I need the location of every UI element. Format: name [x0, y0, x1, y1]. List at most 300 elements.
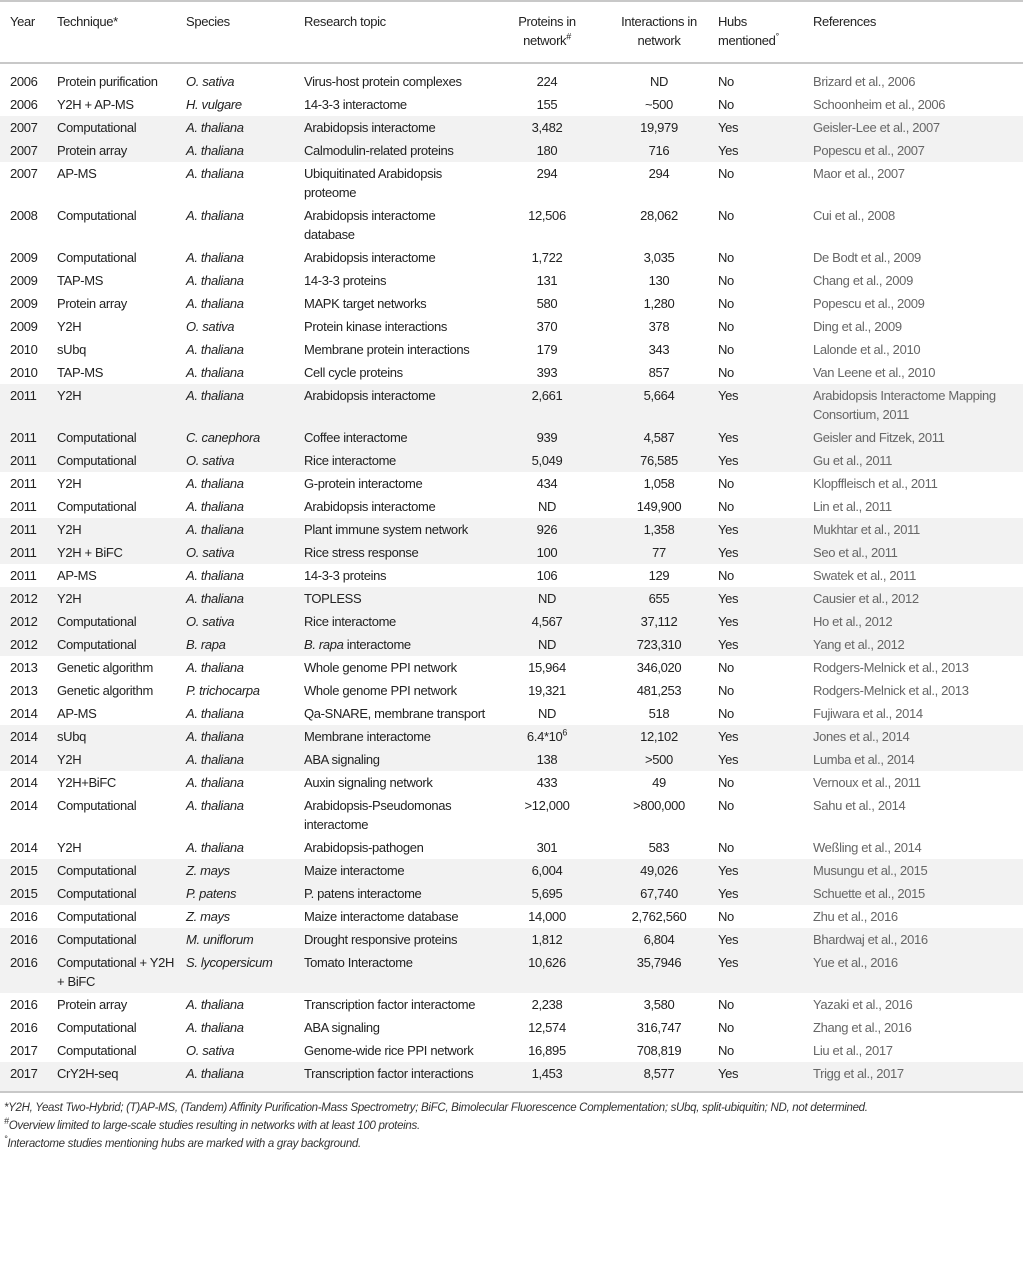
cell-technique: Protein array — [54, 139, 183, 162]
cell-proteins — [491, 859, 603, 882]
cell-interactions: 76,585 — [603, 449, 715, 472]
cell-proteins — [491, 338, 603, 361]
cell-technique: Computational + Y2H + BiFC — [54, 951, 183, 993]
cell-topic: Plant immune system network — [301, 518, 491, 541]
cell-year: 2016 — [10, 909, 38, 924]
cell-species: O. sativa — [186, 319, 235, 334]
header-technique: Technique* — [57, 14, 118, 29]
cell-reference: Geisler-Lee et al., 2007 — [810, 116, 1023, 139]
cell-proteins — [491, 656, 603, 679]
cell-topic: Cell cycle proteins — [304, 365, 403, 380]
cell-hubs: No — [718, 997, 734, 1012]
cell-topic: 14-3-3 interactome — [304, 97, 407, 112]
cell-technique: Computational — [54, 928, 183, 951]
cell-interactions: ND — [649, 74, 669, 89]
cell-species: A. thaliana — [186, 365, 244, 380]
cell-proteins-value: 393 — [536, 365, 558, 380]
cell-technique: Protein purification — [57, 74, 158, 89]
cell-reference: Schoonheim et al., 2006 — [813, 97, 946, 112]
cell-technique: Y2H — [57, 319, 82, 334]
cell-proteins-value: 2,661 — [531, 388, 563, 403]
cell-proteins-value: 106 — [536, 568, 558, 583]
cell-topic: Ubiquitinated Arabidopsis proteome — [304, 166, 442, 200]
cell-interactions: >500 — [603, 748, 715, 771]
cell-proteins-value: 14,000 — [528, 909, 566, 924]
cell-hubs: No — [718, 319, 734, 334]
cell-hubs: Yes — [715, 748, 810, 771]
cell-hubs: Yes — [715, 725, 810, 748]
table-header-row — [0, 1, 1023, 63]
cell-species: O. sativa — [183, 610, 301, 633]
cell-reference: Brizard et al., 2006 — [813, 74, 916, 89]
cell-topic: Arabidopsis interactome — [301, 116, 491, 139]
cell-hubs: Yes — [715, 384, 810, 426]
cell-proteins — [491, 771, 603, 794]
cell-topic: TOPLESS — [301, 587, 491, 610]
cell-year: 2010 — [10, 365, 38, 380]
cell-reference: Yazaki et al., 2016 — [813, 997, 913, 1012]
cell-species: A. thaliana — [183, 748, 301, 771]
cell-proteins-value: ND — [537, 499, 557, 514]
cell-hubs: Yes — [715, 882, 810, 905]
cell-proteins — [491, 794, 603, 836]
cell-reference: Swatek et al., 2011 — [813, 568, 916, 583]
cell-topic: G-protein interactome — [304, 476, 423, 491]
cell-technique: Y2H — [54, 518, 183, 541]
cell-proteins — [491, 93, 603, 116]
cell-proteins-value: 5,695 — [531, 886, 563, 901]
cell-interactions: 518 — [648, 706, 670, 721]
cell-hubs: No — [718, 499, 734, 514]
cell-proteins-value: 434 — [536, 476, 558, 491]
header-hubs — [715, 1, 810, 63]
cell-topic: 14-3-3 proteins — [304, 273, 387, 288]
cell-reference: Sahu et al., 2014 — [813, 798, 906, 813]
cell-year: 2016 — [0, 928, 54, 951]
cell-species: A. thaliana — [186, 840, 244, 855]
cell-hubs: No — [718, 208, 734, 223]
cell-hubs: Yes — [715, 587, 810, 610]
cell-hubs: No — [718, 273, 734, 288]
header-references: References — [813, 14, 876, 29]
cell-technique: TAP-MS — [57, 365, 104, 380]
cell-reference: Lalonde et al., 2010 — [813, 342, 921, 357]
header-topic: Research topic — [304, 14, 386, 29]
cell-reference: Jones et al., 2014 — [810, 725, 1023, 748]
table-body — [0, 63, 1023, 1091]
table-row — [0, 951, 1023, 993]
cell-interactions: 857 — [648, 365, 670, 380]
cell-interactions: 3,580 — [643, 997, 675, 1012]
cell-reference: Vernoux et al., 2011 — [813, 775, 921, 790]
cell-year: 2014 — [10, 840, 38, 855]
cell-proteins-value: 100 — [536, 545, 558, 560]
table-row — [0, 928, 1023, 951]
cell-year: 2011 — [0, 449, 54, 472]
cell-species: A. thaliana — [183, 1062, 301, 1091]
cell-technique: sUbq — [54, 725, 183, 748]
cell-year: 2011 — [0, 518, 54, 541]
header-year: Year — [10, 14, 35, 29]
cell-interactions: 346,020 — [636, 660, 682, 675]
cell-proteins-value: 370 — [536, 319, 558, 334]
cell-proteins-value: 1,453 — [531, 1066, 563, 1081]
cell-species: A. thaliana — [186, 775, 244, 790]
table-row — [0, 338, 1023, 361]
cell-interactions: 723,310 — [603, 633, 715, 656]
cell-interactions: 716 — [603, 139, 715, 162]
cell-technique: Y2H — [57, 476, 82, 491]
cell-reference: Yang et al., 2012 — [810, 633, 1023, 656]
cell-reference: Causier et al., 2012 — [810, 587, 1023, 610]
table-row — [0, 882, 1023, 905]
cell-year: 2017 — [10, 1043, 38, 1058]
cell-proteins-value: 10,626 — [528, 955, 566, 970]
cell-hubs: Yes — [715, 928, 810, 951]
cell-proteins — [491, 518, 603, 541]
cell-proteins-value: 2,238 — [531, 997, 563, 1012]
cell-interactions: 49,026 — [603, 859, 715, 882]
cell-year: 2011 — [0, 384, 54, 426]
cell-reference: Seo et al., 2011 — [810, 541, 1023, 564]
cell-year: 2014 — [0, 748, 54, 771]
cell-year: 2011 — [0, 426, 54, 449]
cell-year: 2011 — [10, 499, 37, 514]
cell-hubs: No — [718, 683, 734, 698]
cell-proteins-value: 12,574 — [528, 1020, 566, 1035]
cell-hubs: Yes — [715, 139, 810, 162]
cell-proteins — [491, 564, 603, 587]
header-species: Species — [186, 14, 230, 29]
cell-proteins — [491, 610, 603, 633]
cell-year: 2013 — [10, 660, 38, 675]
cell-interactions: 481,253 — [636, 683, 682, 698]
cell-technique: Computational — [57, 1020, 137, 1035]
cell-interactions: 2,762,560 — [631, 909, 687, 924]
cell-technique: Computational — [54, 449, 183, 472]
cell-topic — [301, 633, 491, 656]
cell-topic: Membrane interactome — [301, 725, 491, 748]
cell-technique: AP-MS — [57, 166, 97, 181]
cell-hubs: No — [718, 568, 734, 583]
cell-topic: Arabidopsis interactome — [301, 384, 491, 426]
cell-reference: Weßling et al., 2014 — [813, 840, 922, 855]
table-row — [0, 794, 1023, 836]
cell-proteins — [491, 292, 603, 315]
cell-interactions: 129 — [648, 568, 670, 583]
cell-interactions: 5,664 — [603, 384, 715, 426]
cell-reference: Rodgers-Melnick et al., 2013 — [813, 683, 969, 698]
cell-topic-species: B. rapa — [304, 637, 344, 652]
cell-topic: Protein kinase interactions — [304, 319, 448, 334]
cell-hubs: Yes — [715, 426, 810, 449]
cell-species: A. thaliana — [186, 208, 244, 223]
cell-topic: ABA signaling — [301, 748, 491, 771]
cell-species: P. trichocarpa — [186, 683, 260, 698]
cell-hubs: No — [718, 296, 734, 311]
cell-technique: Computational — [57, 208, 137, 223]
cell-technique: Y2H + AP-MS — [57, 97, 134, 112]
cell-technique: Y2H — [54, 384, 183, 426]
table-row — [0, 905, 1023, 928]
cell-topic: Membrane protein interactions — [304, 342, 470, 357]
cell-proteins — [491, 269, 603, 292]
cell-hubs: No — [718, 166, 734, 181]
cell-proteins-value: 580 — [536, 296, 558, 311]
cell-topic: Virus-host protein complexes — [304, 74, 462, 89]
cell-proteins — [491, 587, 603, 610]
cell-proteins-value: 179 — [536, 342, 558, 357]
cell-reference: Popescu et al., 2009 — [813, 296, 925, 311]
cell-reference: Yue et al., 2016 — [810, 951, 1023, 993]
cell-interactions: 708,819 — [636, 1043, 682, 1058]
cell-topic: Maize interactome database — [304, 909, 459, 924]
footnote-hubs — [4, 1135, 1019, 1153]
cell-proteins-value: 131 — [536, 273, 558, 288]
cell-species: Z. mays — [183, 859, 301, 882]
cell-year: 2015 — [0, 859, 54, 882]
cell-proteins-value: 3,482 — [531, 120, 563, 135]
cell-species: A. thaliana — [183, 725, 301, 748]
cell-proteins-value: 301 — [536, 840, 558, 855]
cell-topic: Auxin signaling network — [304, 775, 433, 790]
cell-species: P. patens — [183, 882, 301, 905]
cell-species: A. thaliana — [186, 296, 244, 311]
cell-technique: Computational — [57, 499, 137, 514]
cell-proteins-value: 294 — [536, 166, 558, 181]
cell-proteins-value: 224 — [536, 74, 558, 89]
cell-proteins — [491, 116, 603, 139]
cell-species: A. thaliana — [186, 342, 244, 357]
cell-species: C. canephora — [183, 426, 301, 449]
cell-reference: Gu et al., 2011 — [810, 449, 1023, 472]
cell-species: O. sativa — [186, 1043, 235, 1058]
table-row — [0, 204, 1023, 246]
table-row — [0, 859, 1023, 882]
cell-proteins — [491, 541, 603, 564]
cell-technique: Protein array — [57, 997, 127, 1012]
cell-interactions: 49 — [652, 775, 666, 790]
cell-reference: Musungu et al., 2015 — [810, 859, 1023, 882]
cell-year: 2012 — [0, 587, 54, 610]
cell-topic: Maize interactome — [301, 859, 491, 882]
cell-proteins-exponent: 6 — [562, 727, 568, 738]
table-row — [0, 564, 1023, 587]
cell-year: 2014 — [10, 706, 38, 721]
cell-technique: Computational — [54, 426, 183, 449]
footnote-proteins-text: Overview limited to large-scale studies resulting in networks with at least 100 proteins. — [8, 1120, 420, 1132]
cell-proteins-value: ND — [537, 706, 557, 721]
cell-topic-rest: interactome — [343, 637, 411, 652]
cell-hubs: Yes — [715, 610, 810, 633]
cell-technique: Computational — [57, 909, 137, 924]
cell-technique: Computational — [54, 882, 183, 905]
cell-year: 2011 — [10, 476, 37, 491]
cell-technique: Computational — [54, 116, 183, 139]
cell-species: A. thaliana — [186, 997, 244, 1012]
cell-hubs: Yes — [715, 518, 810, 541]
cell-interactions: 8,577 — [603, 1062, 715, 1091]
cell-year: 2009 — [10, 273, 38, 288]
cell-interactions: 28,062 — [640, 208, 678, 223]
footnote-hubs-mark: ° — [4, 1134, 8, 1145]
table-row — [0, 162, 1023, 204]
table-footnotes — [0, 1091, 1023, 1153]
cell-year: 2013 — [10, 683, 38, 698]
cell-hubs: No — [718, 1020, 734, 1035]
table-row — [0, 269, 1023, 292]
table-row — [0, 1016, 1023, 1039]
cell-reference: Rodgers-Melnick et al., 2013 — [813, 660, 969, 675]
cell-technique: AP-MS — [57, 568, 97, 583]
cell-species: S. lycopersicum — [183, 951, 301, 993]
cell-interactions: 343 — [648, 342, 670, 357]
cell-reference: Lumba et al., 2014 — [810, 748, 1023, 771]
cell-year: 2014 — [10, 798, 38, 813]
cell-proteins — [491, 1039, 603, 1062]
cell-proteins — [491, 882, 603, 905]
cell-proteins — [491, 139, 603, 162]
cell-technique: Y2H — [57, 840, 82, 855]
cell-species: A. thaliana — [186, 499, 244, 514]
table-row — [0, 292, 1023, 315]
cell-technique: Y2H + BiFC — [54, 541, 183, 564]
cell-species: A. thaliana — [186, 250, 244, 265]
cell-technique: Genetic algorithm — [57, 683, 153, 698]
table-row — [0, 656, 1023, 679]
cell-reference: Ho et al., 2012 — [810, 610, 1023, 633]
cell-species: A. thaliana — [183, 116, 301, 139]
cell-proteins-value: 15,964 — [528, 660, 566, 675]
cell-hubs: No — [718, 365, 734, 380]
cell-hubs: No — [718, 798, 734, 813]
cell-proteins-value: 6,004 — [531, 863, 563, 878]
cell-species: M. uniflorum — [183, 928, 301, 951]
cell-hubs: No — [718, 342, 734, 357]
table-row — [0, 1062, 1023, 1091]
cell-year: 2008 — [10, 208, 38, 223]
cell-topic: Drought responsive proteins — [301, 928, 491, 951]
cell-proteins-value: 1,722 — [531, 250, 563, 265]
cell-year: 2009 — [10, 319, 38, 334]
cell-technique: Computational — [54, 633, 183, 656]
cell-proteins — [491, 315, 603, 338]
cell-species: A. thaliana — [183, 518, 301, 541]
table-row — [0, 361, 1023, 384]
cell-proteins — [491, 702, 603, 725]
cell-proteins-value: 433 — [536, 775, 558, 790]
cell-year: 2016 — [10, 997, 38, 1012]
cell-topic: Arabidopsis-pathogen — [304, 840, 424, 855]
cell-year: 2015 — [0, 882, 54, 905]
cell-species: O. sativa — [183, 449, 301, 472]
table-row — [0, 472, 1023, 495]
table-row — [0, 116, 1023, 139]
footnote-proteins — [4, 1117, 1019, 1135]
cell-proteins-value: 16,895 — [528, 1043, 566, 1058]
cell-proteins-value: 12,506 — [528, 208, 566, 223]
footnote-proteins-mark: # — [4, 1116, 9, 1127]
cell-year: 2014 — [0, 725, 54, 748]
cell-hubs: No — [718, 706, 734, 721]
cell-reference: Zhang et al., 2016 — [813, 1020, 912, 1035]
cell-topic: Rice interactome — [301, 449, 491, 472]
cell-interactions: 1,280 — [643, 296, 675, 311]
cell-reference: Maor et al., 2007 — [813, 166, 905, 181]
table-row — [0, 426, 1023, 449]
cell-topic: Tomato Interactome — [301, 951, 491, 993]
cell-year: 2012 — [0, 633, 54, 656]
cell-topic: P. patens interactome — [301, 882, 491, 905]
cell-topic: Whole genome PPI network — [304, 683, 457, 698]
cell-proteins — [491, 951, 603, 993]
cell-topic: Arabidopsis interactome — [304, 499, 436, 514]
cell-proteins — [491, 162, 603, 204]
cell-technique: Computational — [57, 798, 137, 813]
cell-species: A. thaliana — [186, 166, 244, 181]
cell-technique: CrY2H-seq — [54, 1062, 183, 1091]
table-row — [0, 246, 1023, 269]
cell-hubs: No — [718, 476, 734, 491]
cell-proteins-value: ND — [537, 591, 557, 606]
cell-proteins — [491, 993, 603, 1016]
cell-hubs: No — [718, 660, 734, 675]
cell-proteins-value: ND — [537, 637, 557, 652]
cell-hubs: Yes — [715, 859, 810, 882]
table-row — [0, 993, 1023, 1016]
cell-proteins-value: 5,049 — [531, 453, 563, 468]
table-row — [0, 725, 1023, 748]
cell-interactions: 378 — [648, 319, 670, 334]
cell-species: A. thaliana — [186, 273, 244, 288]
cell-topic: Calmodulin-related proteins — [301, 139, 491, 162]
cell-reference: Ding et al., 2009 — [813, 319, 902, 334]
cell-species: O. sativa — [183, 541, 301, 564]
cell-proteins-value: 19,321 — [528, 683, 566, 698]
table-row — [0, 518, 1023, 541]
cell-reference: De Bodt et al., 2009 — [813, 250, 921, 265]
cell-interactions: 655 — [603, 587, 715, 610]
cell-technique: Computational — [57, 1043, 137, 1058]
cell-species: A. thaliana — [183, 587, 301, 610]
cell-reference: Popescu et al., 2007 — [810, 139, 1023, 162]
cell-hubs: Yes — [715, 449, 810, 472]
cell-topic: Rice interactome — [301, 610, 491, 633]
header-proteins — [491, 1, 603, 63]
cell-interactions: 294 — [648, 166, 670, 181]
cell-technique: sUbq — [57, 342, 86, 357]
cell-proteins — [491, 679, 603, 702]
cell-proteins — [491, 836, 603, 859]
cell-topic: Arabidopsis interactome — [304, 250, 436, 265]
cell-reference: Zhu et al., 2016 — [813, 909, 898, 924]
cell-hubs: Yes — [715, 1062, 810, 1091]
table-row — [0, 702, 1023, 725]
cell-topic: Arabidopsis interactome database — [304, 208, 436, 242]
cell-interactions: 316,747 — [636, 1020, 682, 1035]
table-row — [0, 771, 1023, 794]
cell-proteins — [491, 748, 603, 771]
cell-reference: Lin et al., 2011 — [813, 499, 892, 514]
cell-proteins-value: 939 — [536, 430, 558, 445]
cell-hubs: No — [718, 250, 734, 265]
cell-reference: Arabidopsis Interactome Mapping Consortium, 2011 — [810, 384, 1023, 426]
cell-year: 2016 — [10, 1020, 38, 1035]
cell-species: Z. mays — [186, 909, 230, 924]
cell-species: H. vulgare — [186, 97, 242, 112]
cell-topic: Rice stress response — [301, 541, 491, 564]
cell-proteins — [491, 472, 603, 495]
